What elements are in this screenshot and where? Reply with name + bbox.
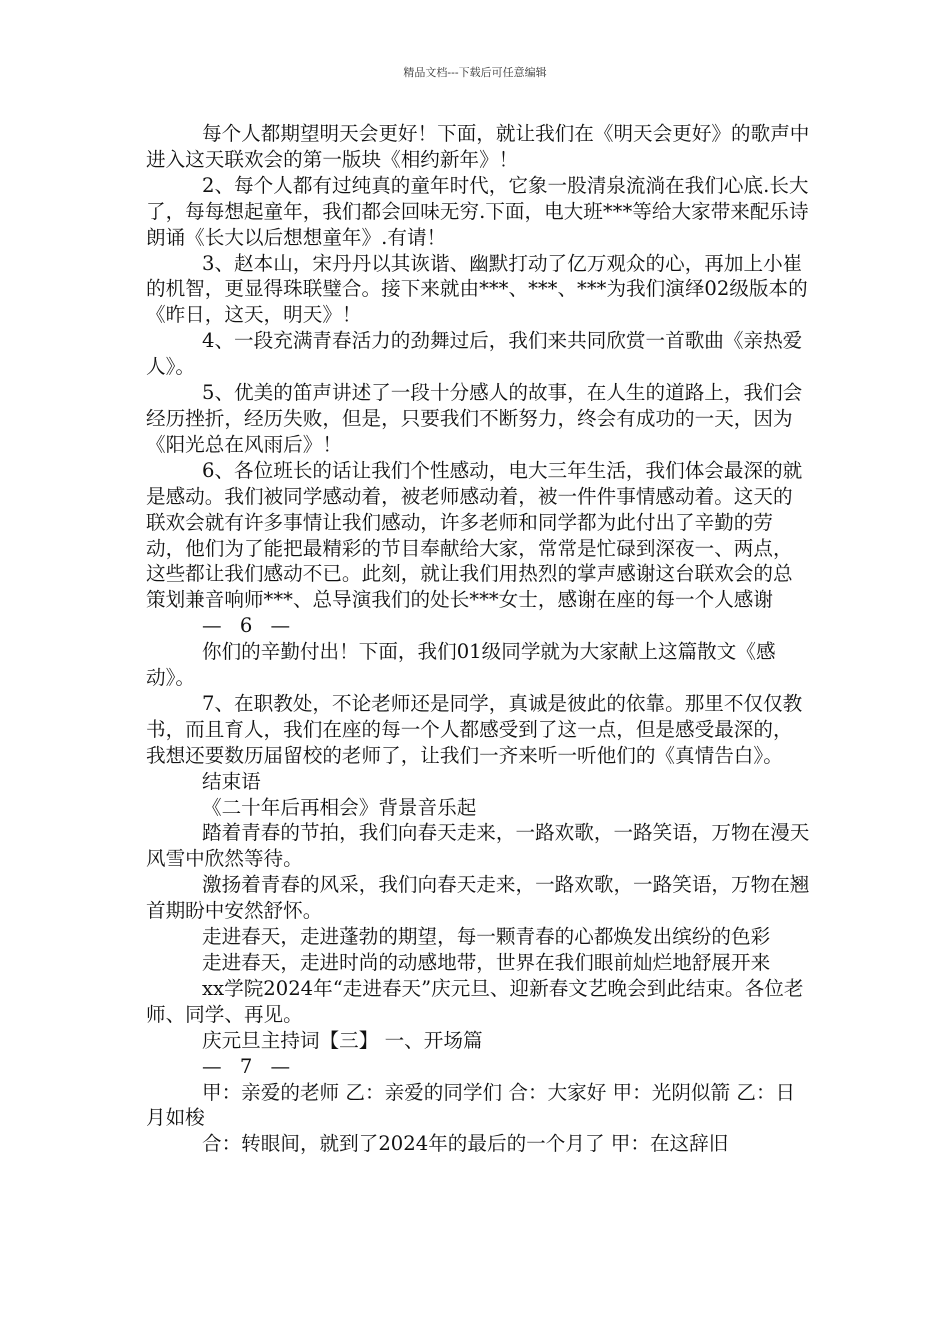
paragraph: 6、各位班长的话让我们个性感动，电大三年生活，我们体会最深的就是感动。我们被同学感动着，被老师感动着，被一件件事情感动着。这天的联欢会就有许多事情让我们感动，许多老师和同学都为此付出了辛勤的劳动，他们为了能把最精彩的节目奉献给大家，常常是忙碌到深夜一、两点，这些都让我们感动不已。此刻，就让我们用热烈的掌声感谢这台联欢会的总策划兼音响师***、总导演我们的处长***女士，感谢在座的每一个人感谢 [146,458,803,612]
paragraph: 每个人都期望明天会更好！下面，就让我们在《明天会更好》的歌声中进入这天联欢会的第一版块《相约新年》！ [146,122,810,171]
paragraph: 激扬着青春的风采，我们向春天走来，一路欢歌，一路笑语，万物在翘首期盼中安然舒怀。 [146,873,810,923]
page-number: — 6 — [202,614,297,638]
paragraph: 2、每个人都有过纯真的童年时代，它象一股清泉流淌在我们心底.长大了，每每想起童年，我们都会回味无穷.下面，电大班***等给大家带来配乐诗朗诵《长大以后想想童年》.有请！ [146,173,809,249]
paragraph: 你们的辛勤付出！下面，我们01级同学就为大家献上这篇散文《感动》。 [146,640,776,690]
page-header: 精品文档---下载后可任意编辑 [403,66,547,79]
paragraph: 《二十年后再相会》背景音乐起 [202,795,477,819]
paragraph: 4、一段充满青春活力的劲舞过后，我们来共同欣赏一首歌曲《亲热爱人》。 [146,329,803,379]
paragraph: 走进春天，走进蓬勃的期望，每一颗青春的心都焕发出缤纷的色彩 [202,925,771,949]
section-heading: 庆元旦主持词【三】 一、开场篇 [202,1028,483,1052]
paragraph: 7、在职教处，不论老师还是同学，真诚是彼此的依靠。那里不仅仅教书，而且育人，我们在座的每一个人都感受到了这一点，但是感受最深的，我想还要数历届留校的老师了，让我们一齐来听一听他们的《真情告白》。 [146,691,803,767]
paragraph: 合：转眼间，就到了2024年的最后的一个月了 甲：在这辞旧 [202,1132,729,1156]
paragraph: 甲：亲爱的老师 乙：亲爱的同学们 合：大家好 甲：光阴似箭 乙：日月如梭 [146,1080,796,1130]
paragraph: 5、优美的笛声讲述了一段十分感人的故事，在人生的道路上，我们会经历挫折，经历失败，但是，只要我们不断努力，终会有成功的一天，因为《阳光总在风雨后》！ [146,381,803,456]
paragraph: 踏着青春的节拍，我们向春天走来，一路欢歌，一路笑语，万物在漫天风雪中欣然等待。 [146,821,810,871]
document-body [146,121,810,1157]
paragraph: 3、赵本山，宋丹丹以其诙谐、幽默打动了亿万观众的心，再加上小崔的机智，更显得珠联璧合。接下来就由***、***、***为我们演绎02级版本的《昨日，这天，明天》！ [146,251,808,327]
paragraph: 走进春天，走进时尚的动感地带，世界在我们眼前灿烂地舒展开来 [202,951,771,974]
section-heading: 结束语 [202,769,261,793]
page-number: — 7 — [202,1054,297,1078]
paragraph: xx学院2024年“走进春天”庆元旦、迎新春文艺晚会到此结束。各位老师、同学、再见。 [146,976,804,1026]
